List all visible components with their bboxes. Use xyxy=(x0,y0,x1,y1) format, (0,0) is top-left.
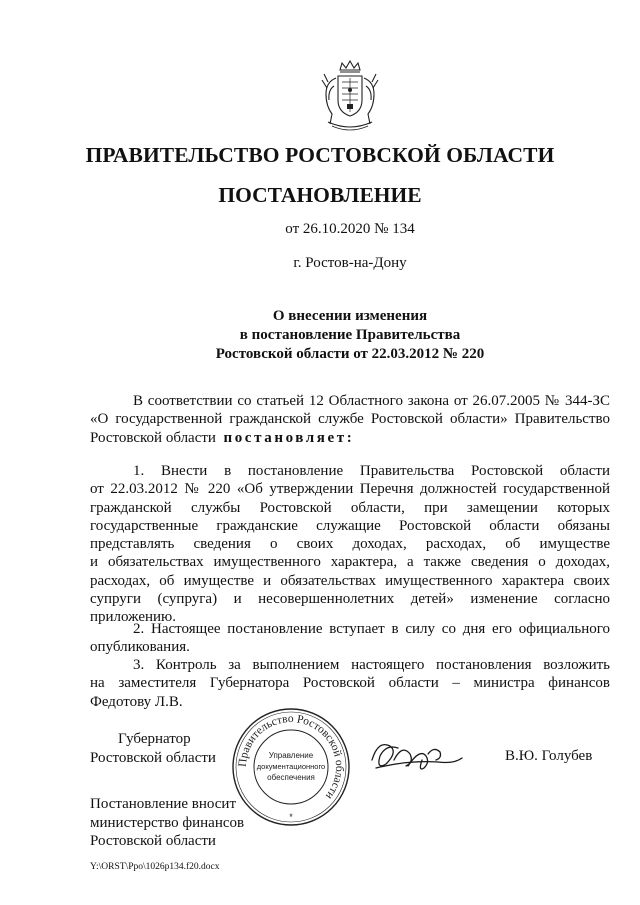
item-2-paragraph xyxy=(90,620,610,657)
handwritten-signature xyxy=(368,726,466,786)
seal-inner-line: обеспечения xyxy=(267,773,315,782)
paragraph-line: приложению. xyxy=(90,609,177,626)
government-title: ПРАВИТЕЛЬСТВО РОСТОВСКОЙ ОБЛАСТИ xyxy=(85,143,555,167)
paragraph-line: опубликования. xyxy=(90,639,190,656)
signatory-name: В.Ю. Голубев xyxy=(505,748,593,764)
document-city: г. Ростов-на-Дону xyxy=(293,255,407,271)
item-1-paragraph xyxy=(90,462,610,627)
introducer-line: Ростовской области xyxy=(90,833,216,849)
paragraph-line: 1. Внести в постановление Правительства Ростовской области xyxy=(133,463,610,479)
subject-line: в постановление Правительства xyxy=(239,327,461,343)
paragraph-line: расходах, об имуществе и обязательствах имущественного характера своих xyxy=(90,572,610,589)
signatory-position xyxy=(90,730,216,768)
document-type: ПОСТАНОВЛЕНИЕ xyxy=(218,183,422,207)
document-subject xyxy=(0,307,640,364)
introducing-body xyxy=(90,795,244,851)
paragraph-line: гражданской службы Ростовской области, при замещении которых xyxy=(90,499,610,516)
introducer-line: Постановление вносит xyxy=(90,796,237,812)
svg-text:*: * xyxy=(289,812,293,822)
introducer-line: министерство финансов xyxy=(90,814,245,831)
paragraph-line xyxy=(90,429,610,447)
subject-line: О внесении изменения xyxy=(272,308,428,324)
preamble-prefix: Ростовской области xyxy=(90,429,216,446)
preamble-paragraph xyxy=(90,392,610,447)
paragraph-line: и обязательствах имущественного характера, а также сведения о доходах, xyxy=(90,554,610,571)
paragraph-line: В соответствии со статьей 12 Областного закона от 26.07.2005 № 344-ЗС xyxy=(133,393,610,409)
paragraph-line: от 22.03.2012 № 220 «Об утверждении Перечня должностей государственной xyxy=(90,481,610,498)
paragraph-line: государственные гражданские служащие Ростовской области обязаны xyxy=(90,517,610,534)
seal-inner-line: документационного xyxy=(256,762,326,771)
resolves-word: постановляет: xyxy=(223,429,355,446)
seal-outer-text: Правительство Ростовской области xyxy=(236,712,346,802)
seal-inner-line: Управление xyxy=(268,751,314,760)
item-3-paragraph xyxy=(90,656,610,711)
paragraph-line: на заместителя Губернатора Ростовской области – министра финансов xyxy=(90,675,610,692)
file-path-footer: Y:\ORST\Ppo\1026p134.f20.docx xyxy=(90,862,220,872)
official-seal-stamp xyxy=(230,706,352,828)
position-line: Ростовской области xyxy=(90,750,216,766)
paragraph-line: 3. Контроль за выполнением настоящего постановления возложить xyxy=(133,657,610,673)
paragraph-line: 2. Настоящее постановление вступает в силу со дня его официального xyxy=(133,621,610,637)
position-line: Губернатор xyxy=(118,731,191,747)
paragraph-line: супруги (супруга) и несовершеннолетних детей» изменение согласно xyxy=(90,591,610,608)
subject-line: Ростовской области от 22.03.2012 № 220 xyxy=(215,346,485,362)
document-date-number: от 26.10.2020 № 134 xyxy=(285,221,415,237)
coat-of-arms-emblem xyxy=(316,60,384,134)
paragraph-line: представлять сведения о своих доходах, расходах, об имуществе xyxy=(90,536,610,553)
paragraph-line: «О государственной гражданской службе Ростовской области» Правительство xyxy=(90,411,610,428)
paragraph-line: Федотову Л.В. xyxy=(90,693,183,710)
